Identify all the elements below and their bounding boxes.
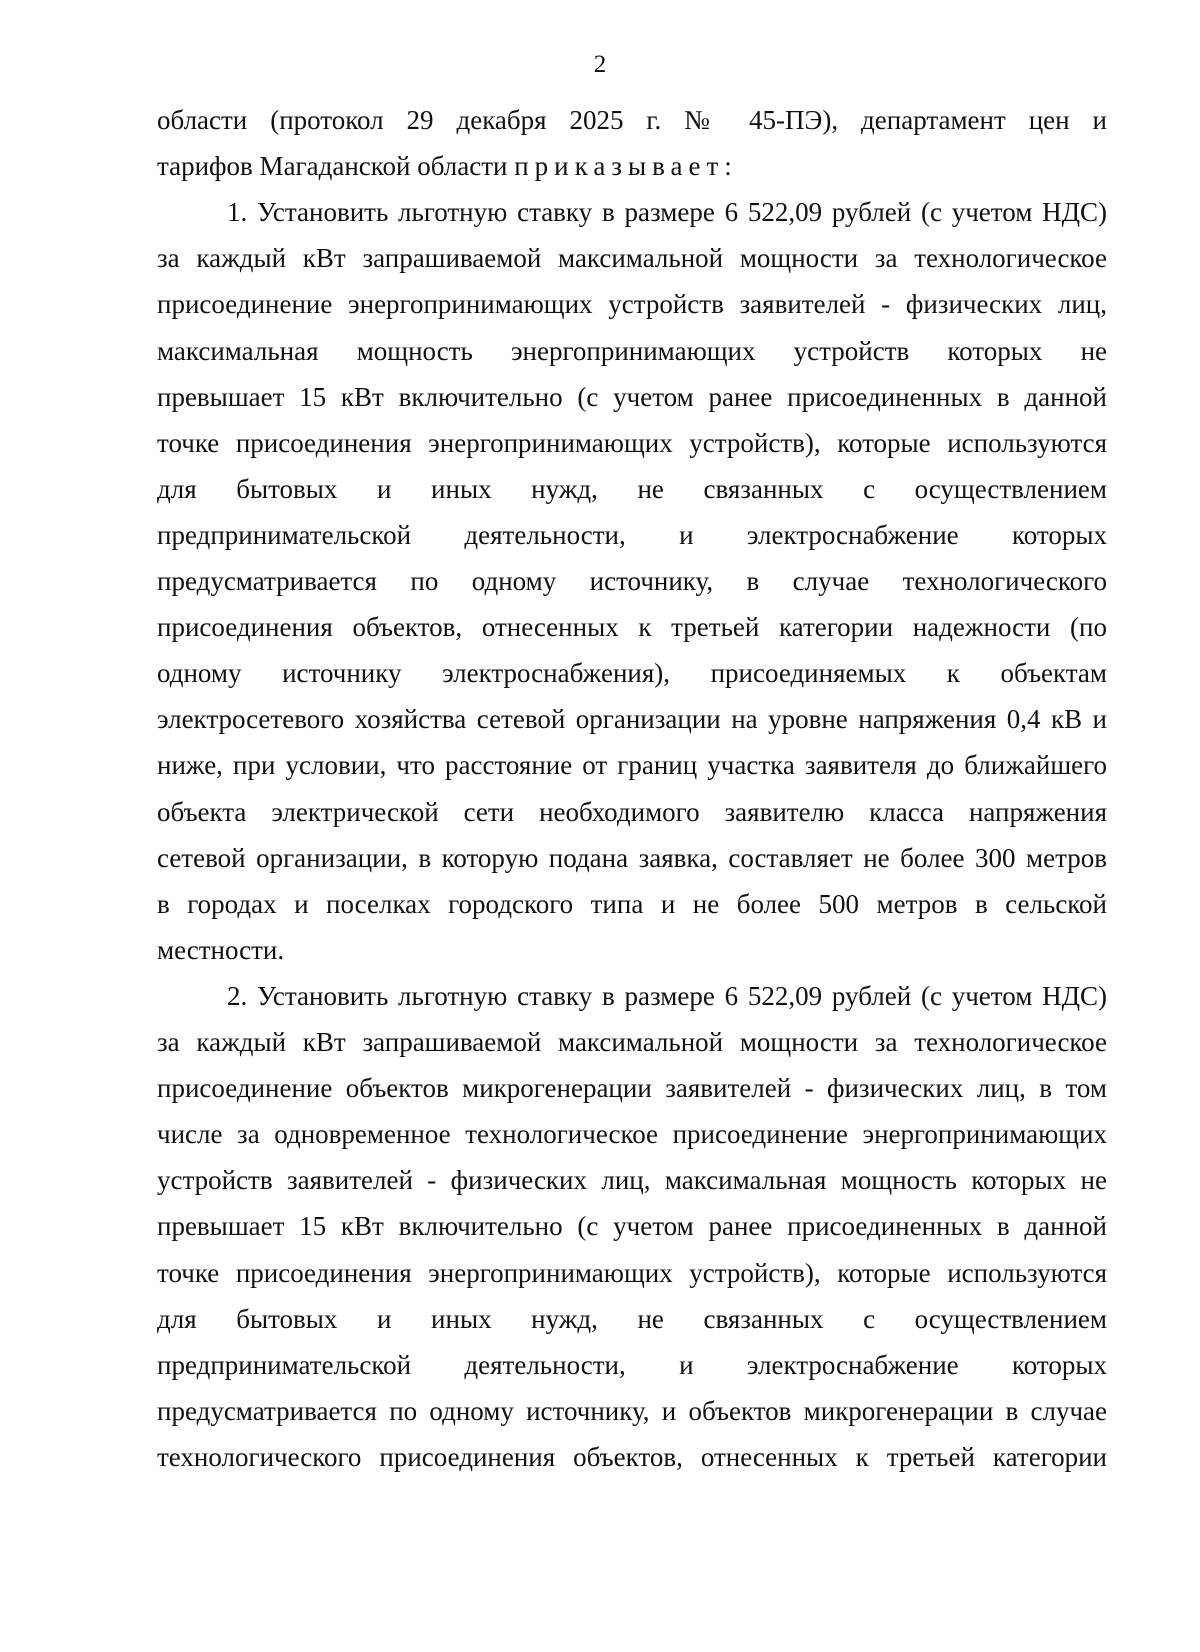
text-line [157, 934, 1107, 966]
page-number: 2 [593, 51, 607, 78]
text-line-content: 1. Установить льготную ставку в размере 6 522,09 рублей (с учетом НДС) [227, 197, 1107, 228]
text-line [157, 1441, 1107, 1473]
text-line [157, 1395, 1107, 1427]
text-line-content: сетевой организации, в которую подана заявка, составляет не более 300 метров [157, 842, 1107, 873]
text-line [157, 1210, 1107, 1242]
text-line [157, 335, 1107, 367]
text-line-content: присоединение объектов микрогенерации заявителей - физических лиц, в том [157, 1073, 1107, 1104]
text-line [157, 427, 1107, 459]
text-line [227, 980, 1107, 1012]
text-line [157, 703, 1107, 735]
text-line-content: предусматривается по одному источнику, и объектов микрогенерации в случае [157, 1395, 1107, 1426]
text-line [157, 749, 1107, 781]
text-line [157, 1026, 1107, 1058]
text-line-content: предпринимательской деятельности, и электроснабжение которых [157, 1349, 1107, 1380]
text-line [157, 842, 1107, 874]
text-line-content: за каждый кВт запрашиваемой максимальной мощности за технологическое [157, 1027, 1107, 1057]
text-line [157, 888, 1107, 920]
text-line [157, 657, 1107, 689]
text-line-content: в городах и поселках городского типа и не более 500 метров в сельской [157, 888, 1107, 919]
text-line-content: устройств заявителей - физических лиц, максимальная мощность которых не [157, 1165, 1107, 1196]
text-line [157, 1349, 1107, 1381]
text-line-content: максимальная мощность энергопринимающих устройств которых не [157, 335, 1107, 366]
text-line [157, 1257, 1107, 1289]
text-line-content: ниже, при условии, что расстояние от границ участка заявителя до ближайшего [157, 750, 1107, 781]
text-line [157, 150, 1107, 182]
text-line-content: точке присоединения энергопринимающих устройств), которые используются [157, 1257, 1107, 1288]
text-line [157, 1072, 1107, 1104]
spaced-emphasis: приказывает: [514, 151, 738, 182]
text-line [157, 104, 1107, 136]
text-line-content: числе за одновременное технологическое присоединение энергопринимающих [157, 1119, 1107, 1150]
text-line [157, 1164, 1107, 1196]
text-line [157, 473, 1107, 505]
text-line-content: за каждый кВт запрашиваемой максимальной мощности за технологическое [157, 243, 1107, 274]
text-line [157, 381, 1107, 413]
text-line-content: предпринимательской деятельности, и электроснабжение которых [157, 519, 1107, 550]
text-line-content: точке присоединения энергопринимающих устройств), которые используются [157, 427, 1107, 458]
text-line-content: технологического присоединения объектов, отнесенных к третьей категории [157, 1441, 1107, 1472]
text-line-content: области (протокол 29 декабря 2025 г. № 45-ПЭ), департамент цен и [157, 105, 1107, 135]
text-line-content: местности. [157, 934, 285, 965]
text-line-content: электросетевого хозяйства сетевой организации на уровне напряжения 0,4 кВ и [157, 704, 1107, 735]
text-line-content: одному источнику электроснабжения), присоединяемых к объектам [157, 658, 1107, 689]
text-line-content: присоединения объектов, отнесенных к третьей категории надежности (по [157, 612, 1107, 643]
text-line [157, 565, 1107, 597]
text-line-content: для бытовых и иных нужд, не связанных с осуществлением [157, 1303, 1107, 1334]
text-line [157, 519, 1107, 551]
text-line-content: объекта электрической сети необходимого заявителю класса напряжения [157, 796, 1107, 827]
text-line [157, 796, 1107, 828]
text-line [157, 1118, 1107, 1150]
text-line [157, 242, 1107, 274]
text-line-content: тарифов Магаданской области [157, 151, 515, 182]
text-line-content: для бытовых и иных нужд, не связанных с осуществлением [157, 473, 1107, 504]
text-line-content: превышает 15 кВт включительно (с учетом ранее присоединенных в данной [157, 1211, 1107, 1242]
text-line [157, 611, 1107, 643]
text-line [157, 1303, 1107, 1335]
text-line-content: предусматривается по одному источнику, в случае технологического [157, 566, 1107, 596]
text-line [227, 196, 1107, 228]
text-line-content: присоединение энергопринимающих устройств заявителей - физических лиц, [157, 289, 1107, 320]
text-line-content: 2. Установить льготную ставку в размере 6 522,09 рублей (с учетом НДС) [227, 980, 1107, 1011]
text-line [157, 288, 1107, 320]
text-line-content: превышает 15 кВт включительно (с учетом ранее присоединенных в данной [157, 381, 1107, 412]
